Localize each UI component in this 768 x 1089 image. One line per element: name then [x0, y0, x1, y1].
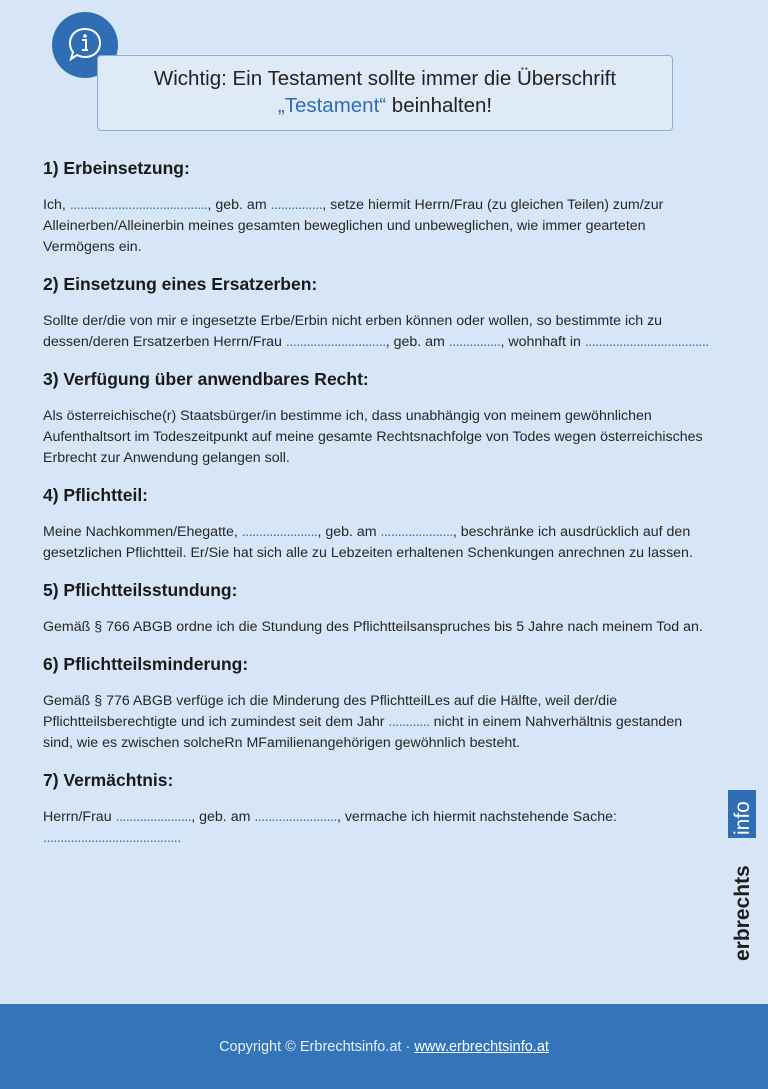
fill-in-blank: ........................................ — [69, 197, 208, 213]
section-6 — [43, 654, 715, 754]
logo-erbrechts-text: erbrechts — [731, 865, 754, 961]
section-heading: 5) Pflichtteilsstundung: — [43, 580, 238, 600]
fill-in-blank: ........................................ — [43, 830, 181, 846]
testament-sections — [43, 158, 715, 865]
info-notice-box — [97, 55, 673, 131]
section-body — [43, 691, 715, 754]
body-text: , wohnhaft in — [500, 334, 585, 350]
footer-website-link[interactable]: www.erbrechtsinfo.at — [414, 1038, 549, 1055]
footer — [0, 1004, 768, 1089]
fill-in-blank: ............ — [388, 714, 430, 730]
section-body — [43, 617, 715, 638]
body-text: nicht in einem Nahverhältnis gestanden sind, wie es zwischen solcheRn MFamilienangehörigen gewöhnlich besteht. — [43, 714, 683, 751]
body-text: , vermache ich hiermit nachstehende Sache: — [336, 809, 617, 825]
body-text: Meine Nachkommen/Ehegatte, — [43, 524, 242, 540]
info-line-1: Wichtig: Ein Testament sollte immer die Überschrift — [153, 67, 617, 90]
section-heading: 2) Einsetzung eines Ersatzerben: — [43, 274, 318, 294]
fill-in-blank: ............... — [448, 334, 501, 350]
body-text: , geb. am — [385, 334, 449, 350]
section-body — [43, 195, 715, 258]
body-text: Ich, — [43, 197, 70, 213]
body-text: , geb. am — [207, 197, 271, 213]
logo-info-text: info — [731, 801, 754, 835]
body-text: Herrn/Frau — [43, 809, 116, 825]
body-text: , setze hiermit Herrn/Frau (zu gleichen Teilen) zum/zur Alleinerben/Alleinerbin meines gesamten beweglichen und unbeweglichen, wie immer gearteten Vermögens ein. — [43, 197, 664, 255]
info-line-2 — [98, 92, 672, 119]
section-4 — [43, 485, 715, 564]
info-line-2-rest: beinhalten! — [386, 94, 493, 117]
body-text: Sollte der/die von mir e ingesetzte Erbe/Erbin nicht erben können oder wollen, so bestimmte ich zu dessen/deren Ersatzerben Herrn/Frau — [43, 313, 663, 350]
section-heading: 3) Verfügung über anwendbares Recht: — [43, 369, 369, 389]
body-text: Gemäß § 776 ABGB verfüge ich die Minderung des PflichtteilLes auf die Hälfte, weil der/die Pflichtteilsberechtigte und ich zumindest seit dem Jahr — [43, 693, 618, 730]
erbrechtsinfo-logo — [728, 790, 756, 962]
section-body — [43, 406, 715, 469]
section-body — [43, 522, 715, 564]
body-text: , geb. am — [317, 524, 381, 540]
body-text: , geb. am — [191, 809, 255, 825]
section-body — [43, 311, 715, 353]
fill-in-blank: .................................... — [584, 334, 709, 350]
body-text: Als österreichische(r) Staatsbürger/in bestimme ich, dass unabhängig von meinem gewöhnlichen Aufenthaltsort im Todeszeitpunkt auf meine gesamte Rechtsnachfolge von Todes wegen österreichisches Erbrecht zur Anwendung gelangen soll. — [43, 408, 703, 466]
section-heading: 6) Pflichtteilsminderung: — [43, 654, 249, 674]
section-5 — [43, 580, 715, 638]
body-text: Gemäß § 766 ABGB ordne ich die Stundung des Pflichtteilsanspruches bis 5 Jahre nach meinem Tod an. — [43, 619, 703, 635]
fill-in-blank: ...................... — [241, 524, 318, 540]
section-2 — [43, 274, 715, 353]
body-text: , beschränke ich ausdrücklich auf den gesetzlichen Pflichtteil. Er/Sie hat sich alle zu Lebzeiten erhaltenen Schenkungen anrechnen zu lassen. — [43, 524, 693, 561]
fill-in-blank: ..................... — [380, 524, 453, 540]
fill-in-blank: ........................ — [254, 809, 337, 825]
fill-in-blank: ............................. — [285, 334, 386, 350]
section-heading: 7) Vermächtnis: — [43, 770, 174, 790]
section-3 — [43, 369, 715, 469]
section-heading: 1) Erbeinsetzung: — [43, 158, 190, 178]
section-body — [43, 807, 715, 849]
info-quoted-word: „Testament“ — [277, 94, 387, 117]
section-heading: 4) Pflichtteil: — [43, 485, 149, 505]
section-7 — [43, 770, 715, 849]
footer-copyright: Copyright © Erbrechtsinfo.at · — [219, 1038, 411, 1055]
fill-in-blank: ............... — [270, 197, 323, 213]
section-1 — [43, 158, 715, 258]
fill-in-blank: ...................... — [115, 809, 192, 825]
